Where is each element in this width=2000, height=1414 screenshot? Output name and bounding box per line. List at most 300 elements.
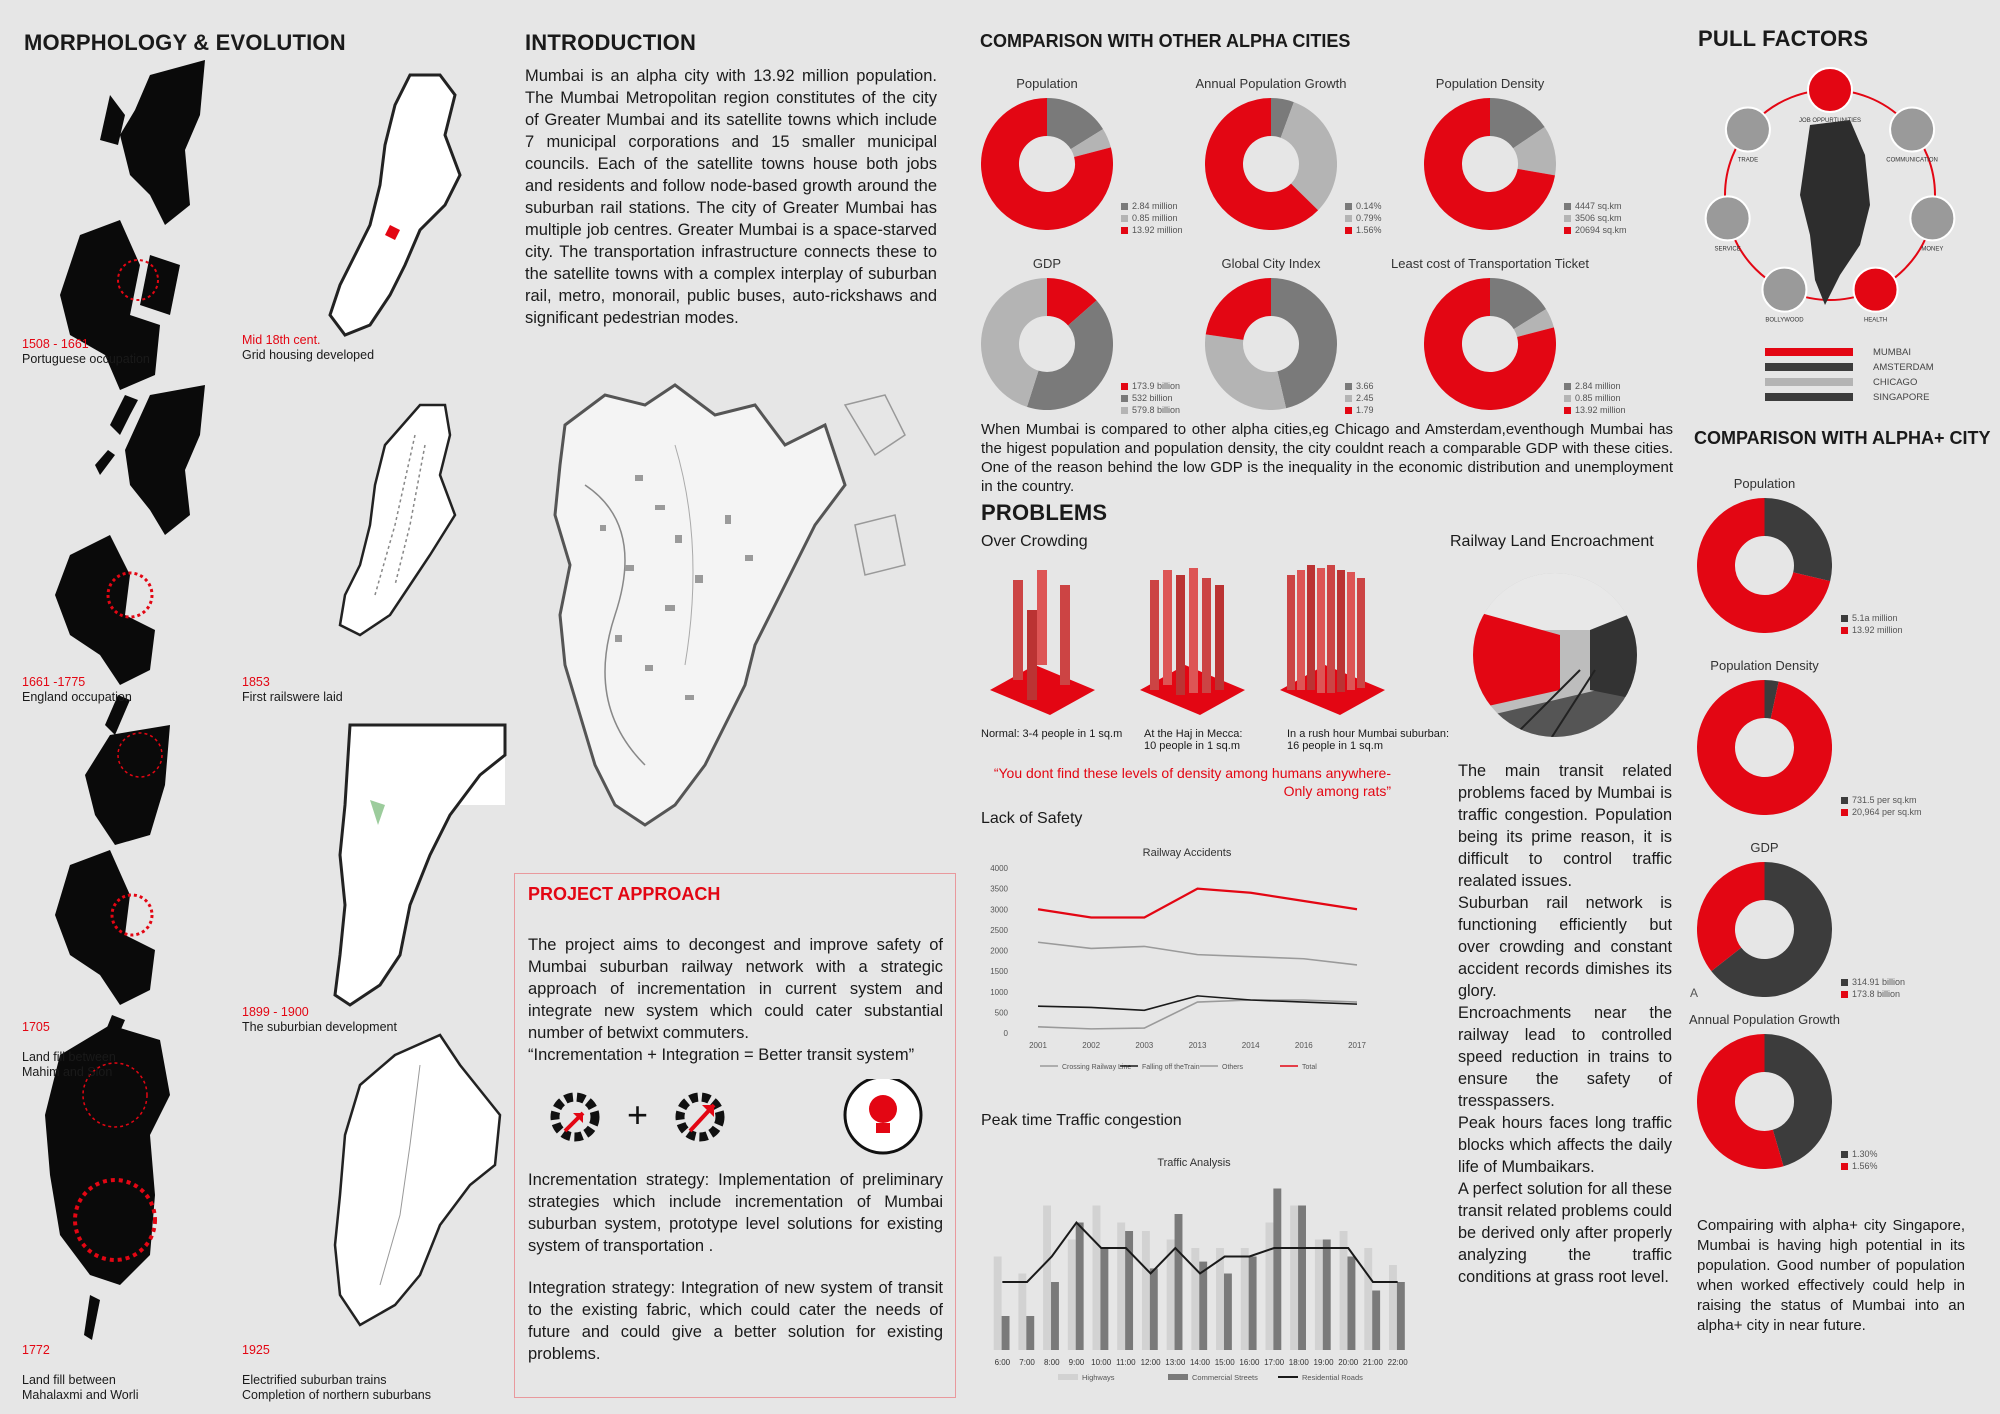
legend-swatch xyxy=(1121,395,1128,402)
bar xyxy=(1315,1240,1323,1351)
donut-title: Global City Index xyxy=(1221,256,1321,271)
pull-legend-item xyxy=(1765,345,1934,360)
pull-legend-bar xyxy=(1765,378,1853,386)
factor-icon xyxy=(1890,108,1934,152)
legend-item xyxy=(1121,200,1183,212)
alpha-plus-text: Compairing with alpha+ city Singapore, Mumbai is having high potential in its population. Good number of population when worked effectively could help in raising the status of Mumbai into an alpha+ city in near future. xyxy=(1697,1217,1965,1334)
legend-label: 2.84 million xyxy=(1132,201,1178,211)
legend-label: 579.8 billion xyxy=(1132,405,1181,415)
donut-slice xyxy=(1225,297,1271,337)
legend-item xyxy=(1345,212,1382,224)
introduction-text: Mumbai is an alpha city with 13.92 million population. The Mumbai Metropolitan region constitutes of the city of Greater Mumbai and its satellite towns which include 7 municipal corporations and 15 smaller municipal councils. Each of the satellite towns house both jobs and residents and follow node-based growth around the suburban rail stations. The city of Greater Mumbai has multiple job centres. Greater Mumbai is a space-starved city. The transportation infrastructure connects these to the satellite towns with a complex interplay of suburban rail, metro, monorail, public buses, auto-rickshaws and significant pedestrian modes. xyxy=(525,67,937,327)
approach-quote: “Incrementation + Integration = Better transit system” xyxy=(528,1046,915,1064)
pull-factors-diagram xyxy=(1700,65,1960,325)
chart-title: Railway Accidents xyxy=(1142,847,1232,859)
pull-legend-item xyxy=(1765,360,1934,375)
morph-caption-1 xyxy=(22,337,150,367)
legend-item xyxy=(1345,404,1374,416)
legend-label: 4447 sq.km xyxy=(1575,201,1622,211)
legend-label: Highways xyxy=(1082,1373,1115,1382)
legend-item xyxy=(1841,1148,1878,1160)
bar xyxy=(1068,1240,1076,1351)
legend-swatch xyxy=(1345,407,1352,414)
bar xyxy=(1224,1274,1232,1351)
x-tick-label: 2003 xyxy=(1135,1041,1154,1050)
legend-label: 20694 sq.km xyxy=(1575,225,1627,235)
factor-icon xyxy=(1762,268,1806,312)
pull-legend-label: CHICAGO xyxy=(1873,377,1918,388)
bar xyxy=(1397,1282,1405,1350)
map-1853 xyxy=(340,405,455,635)
legend-item xyxy=(1841,806,1922,818)
bar xyxy=(1347,1257,1355,1351)
bar xyxy=(1018,1274,1026,1351)
factor-icon xyxy=(1910,196,1954,240)
section-title-introduction: INTRODUCTION xyxy=(525,30,697,55)
y-tick-label: 2000 xyxy=(990,946,1008,956)
pull-factor-node xyxy=(1910,196,1954,252)
plus-sign: + xyxy=(627,1094,649,1135)
mumbai-land-map xyxy=(525,365,925,835)
donut-chart xyxy=(981,98,1113,230)
legend-label: 5.1a million xyxy=(1852,613,1898,623)
legend-label: 2.84 million xyxy=(1575,381,1621,391)
x-tick-label: 6:00 xyxy=(994,1358,1011,1367)
donut-slice xyxy=(1047,117,1087,139)
map-1899 xyxy=(335,725,505,1005)
legend-item xyxy=(1345,200,1382,212)
legend-swatch xyxy=(1564,203,1571,210)
donut-title: Annual Population Growth xyxy=(1195,76,1347,91)
approach-icons xyxy=(545,1079,945,1159)
factor-label: BOLLYWOOD xyxy=(1765,317,1804,324)
legend-label: 3506 sq.km xyxy=(1575,213,1622,223)
morph-label: Land fill between Mahalaxmi and Worli xyxy=(22,1373,139,1402)
bar xyxy=(1372,1291,1380,1351)
series-line xyxy=(1038,1000,1357,1029)
legend-label: 0.85 million xyxy=(1575,393,1621,403)
crowd-haj xyxy=(1140,568,1245,715)
donut-title: Annual Population Growth xyxy=(1688,1012,1841,1027)
legend-item xyxy=(1841,624,1903,636)
legend-label: Residential Roads xyxy=(1302,1373,1363,1382)
pull-factor-node xyxy=(1854,268,1898,324)
gear-icon xyxy=(680,1097,720,1137)
donut-slice xyxy=(1047,297,1082,313)
legend-label: 1.30% xyxy=(1852,1149,1878,1159)
crowd-caption-normal: Normal: 3-4 people in 1 sq.m xyxy=(981,728,1123,740)
morph-label: Grid housing developed xyxy=(242,348,375,362)
legend-item xyxy=(1564,200,1627,212)
donut-legend xyxy=(1564,200,1627,236)
legend-swatch xyxy=(1564,227,1571,234)
pull-legend-bar xyxy=(1765,363,1853,371)
gear-icon xyxy=(555,1097,595,1137)
donut-chart xyxy=(1697,680,1832,815)
crowd-caption-mumbai: In a rush hour Mumbai suburban: 16 people in 1 sq.m xyxy=(1287,728,1450,752)
x-tick-label: 20:00 xyxy=(1338,1358,1359,1367)
donut-chart xyxy=(1424,98,1556,230)
pull-legend-label: AMSTERDAM xyxy=(1873,362,1934,373)
donut-slice xyxy=(1716,699,1813,796)
legend-label: 314.91 billion xyxy=(1852,977,1906,987)
factor-label: TRADE xyxy=(1737,157,1759,164)
crowd-normal xyxy=(990,570,1095,715)
donut-title: Population xyxy=(1733,476,1796,491)
legend-swatch xyxy=(1121,203,1128,210)
legend-item xyxy=(1121,404,1180,416)
legend-item xyxy=(1564,392,1626,404)
overcrowding-label: Over Crowding xyxy=(981,533,1088,550)
x-tick-label: 13:00 xyxy=(1165,1358,1186,1367)
legend-swatch xyxy=(1564,383,1571,390)
legend-swatch xyxy=(1345,383,1352,390)
legend-label: 0.79% xyxy=(1356,213,1382,223)
traffic-analysis-chart xyxy=(978,1150,1418,1390)
bar xyxy=(1142,1231,1150,1350)
problems-text: The main transit related problems faced by Mumbai is traffic congestion. Population being its prime reason, it is difficult to control traffic realated issues. Suburban rail network is functioning efficiently but over crowding and constant accident records dimishes its glory. Encroachments near the railway lead to controlled speed reduction in trains to ensure the safety of tresspassers. Peak hours faces long traffic blocks which affects the daily life of Mumbaikars. A perfect solution for all these transit related problems could be derived only after properly analyzing the traffic conditions at grass root level. xyxy=(1458,762,1672,1286)
donut-slice xyxy=(1224,337,1282,391)
bar xyxy=(1043,1206,1051,1351)
legend-label: 0.85 million xyxy=(1132,213,1178,223)
donut-chart xyxy=(1424,278,1556,410)
legend-item xyxy=(1841,976,1905,988)
legend-label: 1.56% xyxy=(1356,225,1382,235)
legend-item xyxy=(1841,1160,1878,1172)
y-tick-label: 0 xyxy=(1003,1029,1008,1038)
morph-caption-5 xyxy=(22,1005,116,1080)
map-mid18th xyxy=(330,75,460,335)
donut-legend xyxy=(1121,380,1180,416)
y-tick-label: 2500 xyxy=(990,925,1008,935)
legend-label: Total xyxy=(1302,1064,1317,1071)
x-tick-label: 8:00 xyxy=(1043,1358,1060,1367)
morph-year: 1661 -1775 xyxy=(22,675,86,689)
legend-item xyxy=(1841,794,1922,806)
bar xyxy=(1175,1214,1183,1350)
bar xyxy=(1093,1206,1101,1351)
x-tick-label: 22:00 xyxy=(1387,1358,1408,1367)
donut-title: GDP xyxy=(1032,256,1062,271)
series-line xyxy=(1002,1223,1397,1283)
factor-label: MONEY xyxy=(1921,246,1944,253)
x-tick-label: 10:00 xyxy=(1091,1358,1112,1367)
x-tick-label: 7:00 xyxy=(1019,1358,1035,1367)
lightbulb-icon xyxy=(845,1079,921,1153)
bar xyxy=(1323,1240,1331,1351)
pull-factor-node xyxy=(1706,196,1750,252)
legend-swatch xyxy=(1345,395,1352,402)
legend-item xyxy=(1121,380,1180,392)
series-line xyxy=(1038,889,1357,918)
x-tick-label: 19:00 xyxy=(1313,1358,1334,1367)
x-tick-label: 11:00 xyxy=(1116,1358,1136,1367)
legend-swatch xyxy=(1564,395,1571,402)
legend-label: Falling off theTrain xyxy=(1142,1064,1200,1071)
pull-legend-label: MUMBAI xyxy=(1873,347,1911,358)
x-tick-label: 14:00 xyxy=(1189,1358,1211,1367)
pull-factor-node xyxy=(1762,268,1806,324)
pull-factor-node xyxy=(1886,108,1938,164)
bar xyxy=(1191,1248,1199,1350)
y-tick-label: 1500 xyxy=(990,967,1008,977)
donut-legend xyxy=(1841,612,1903,636)
donut-legend xyxy=(1345,380,1374,416)
legend-swatch xyxy=(1841,991,1848,998)
bar xyxy=(1249,1257,1257,1351)
rats-quote: “You dont find these levels of density among humans anywhere- Only among rats” xyxy=(993,765,1391,799)
legend-label: 0.14% xyxy=(1356,201,1382,211)
legend-item xyxy=(1564,380,1626,392)
morph-label: Electrified suburban trains Completion of northern suburbans xyxy=(242,1373,432,1402)
morph-year: 1705 xyxy=(22,1020,50,1034)
morph-label: The suburbian development xyxy=(242,1020,397,1034)
legend-swatch xyxy=(1841,809,1848,816)
factor-icon xyxy=(1726,108,1770,152)
morph-caption-7 xyxy=(22,1328,138,1403)
donut-slice xyxy=(1530,319,1536,332)
pull-legend-item xyxy=(1765,375,1934,390)
morph-caption-4 xyxy=(242,675,343,705)
y-tick-label: 500 xyxy=(994,1008,1008,1018)
legend-swatch xyxy=(1841,1163,1848,1170)
x-tick-label: 2001 xyxy=(1029,1041,1047,1050)
legend-swatch xyxy=(1841,797,1848,804)
x-tick-label: 9:00 xyxy=(1068,1358,1085,1367)
bar xyxy=(1216,1248,1224,1350)
legend-item xyxy=(1345,380,1374,392)
legend-item xyxy=(1564,224,1627,236)
donut-chart xyxy=(1205,98,1337,230)
bar xyxy=(1199,1262,1207,1350)
morph-caption-6 xyxy=(242,1005,397,1035)
x-tick-label: 2014 xyxy=(1241,1041,1260,1050)
bar xyxy=(1100,1248,1108,1350)
factor-icon xyxy=(1808,68,1852,112)
donut-slice xyxy=(1490,297,1530,319)
legend-swatch xyxy=(1841,627,1848,634)
pull-legend xyxy=(1765,345,1934,405)
legend-label: 13.92 million xyxy=(1575,405,1626,415)
legend-swatch xyxy=(1345,227,1352,234)
donut-slice xyxy=(1765,517,1814,577)
donut-chart xyxy=(1697,1034,1832,1169)
legend-label: 1.56% xyxy=(1852,1161,1878,1171)
donut-title: Population xyxy=(1016,76,1078,91)
legend-swatch xyxy=(1121,215,1128,222)
legend-item xyxy=(1841,612,1903,624)
factor-icon xyxy=(1706,196,1750,240)
y-tick-label: 3500 xyxy=(990,884,1008,894)
legend-item xyxy=(1121,224,1183,236)
legend-label: 13.92 million xyxy=(1132,225,1183,235)
morphology-maps xyxy=(0,55,510,1385)
legend-label: 13.92 million xyxy=(1852,625,1903,635)
approach-text-2: Incrementation strategy: Implementation of preliminary strategies which include incrementation of Mumbai suburban system, prototype level solutions for existing system of transportation . xyxy=(528,1171,943,1255)
donut-chart xyxy=(1205,278,1337,410)
legend-item xyxy=(1564,404,1626,416)
donut-legend xyxy=(1841,1148,1878,1172)
morph-year: Mid 18th cent. xyxy=(242,333,321,347)
bar xyxy=(1026,1316,1034,1350)
bar xyxy=(1265,1223,1273,1351)
donut-slice xyxy=(1271,117,1287,120)
legend-label: 3.66 xyxy=(1356,381,1374,391)
legend-label: 532 billion xyxy=(1132,393,1173,403)
donut-chart xyxy=(981,278,1113,410)
legend-swatch xyxy=(1121,227,1128,234)
section-title-problems: PROBLEMS xyxy=(981,500,1108,525)
map-1925 xyxy=(335,1035,500,1325)
donut-slice xyxy=(1529,138,1537,172)
bar xyxy=(1364,1248,1372,1350)
legend-swatch xyxy=(1841,979,1848,986)
donut-slice xyxy=(1490,117,1529,138)
donut-title: GDP xyxy=(1750,840,1779,855)
morph-year: 1772 xyxy=(22,1343,50,1357)
legend-item xyxy=(1564,212,1627,224)
bar xyxy=(994,1257,1002,1351)
x-tick-label: 15:00 xyxy=(1214,1358,1235,1367)
legend-swatch xyxy=(1345,215,1352,222)
y-tick-label: 3000 xyxy=(990,905,1008,915)
bar xyxy=(1389,1265,1397,1350)
traffic-label: Peak time Traffic congestion xyxy=(981,1112,1182,1129)
legend-swatch xyxy=(1564,407,1571,414)
morph-year: 1899 - 1900 xyxy=(242,1005,309,1019)
x-tick-label: 2017 xyxy=(1348,1041,1366,1050)
donut-title: Least cost of Transportation Ticket xyxy=(1391,256,1589,271)
legend-item xyxy=(1345,224,1382,236)
pull-legend-item xyxy=(1765,390,1934,405)
legend-swatch xyxy=(1564,215,1571,222)
approach-text-3: Integration strategy: Integration of new system of transit to the existing fabric, which could cater the needs of future and could give a better solution for existing problems. xyxy=(528,1279,943,1363)
donut-legend xyxy=(1345,200,1382,236)
morph-year: 1853 xyxy=(242,675,270,689)
y-tick-label: 4000 xyxy=(990,864,1008,873)
section-title-alpha-plus: COMPARISON WITH ALPHA+ CITY xyxy=(1694,428,1991,448)
morph-label: Land fill between Mahim and Sion xyxy=(22,1050,116,1079)
legend-swatch xyxy=(1058,1374,1078,1380)
y-tick-label: 1000 xyxy=(990,987,1008,997)
series-line xyxy=(1038,996,1357,1010)
section-title-morphology: MORPHOLOGY & EVOLUTION xyxy=(24,30,346,55)
donut-legend xyxy=(1841,976,1905,1000)
safety-label: Lack of Safety xyxy=(981,810,1083,827)
legend-swatch xyxy=(1841,1151,1848,1158)
legend-swatch xyxy=(1345,203,1352,210)
pull-factor-node xyxy=(1799,68,1861,124)
legend-label: 731.5 per sq.km xyxy=(1852,795,1917,805)
x-tick-label: 2002 xyxy=(1082,1041,1101,1050)
section-title-pull-factors: PULL FACTORS xyxy=(1698,26,1869,51)
legend-label: 173.8 billion xyxy=(1852,989,1901,999)
legend-swatch xyxy=(1841,615,1848,622)
bar xyxy=(1051,1282,1059,1350)
bar xyxy=(1273,1189,1281,1351)
legend-item xyxy=(1121,392,1180,404)
factor-label: COMMUNICATION xyxy=(1886,157,1938,164)
donut-slice xyxy=(1765,699,1775,700)
crowd-illustrations xyxy=(975,560,1435,730)
donut-legend xyxy=(1564,380,1626,416)
series-line xyxy=(1038,942,1357,965)
factor-icon xyxy=(1854,268,1898,312)
legend-item xyxy=(1121,212,1183,224)
crowd-mumbai xyxy=(1280,565,1385,715)
x-tick-label: 2016 xyxy=(1294,1041,1313,1050)
legend-swatch xyxy=(1121,407,1128,414)
legend-label: Crossing Railway Line xyxy=(1062,1064,1132,1071)
crowd-caption-haj: At the Haj in Mecca: 10 people in 1 sq.m xyxy=(1144,728,1243,752)
donut-title: Population Density xyxy=(1710,658,1819,673)
morph-year: 1508 - 1661 xyxy=(22,337,89,351)
factor-label: JOB OPPURTUNITIES xyxy=(1799,118,1861,124)
bar xyxy=(1298,1206,1306,1351)
section-title-comparison: COMPARISON WITH OTHER ALPHA CITIES xyxy=(980,31,1351,51)
x-tick-label: 12:00 xyxy=(1140,1358,1161,1367)
x-tick-label: 17:00 xyxy=(1264,1358,1285,1367)
donut-title: Population Density xyxy=(1435,76,1545,91)
donut-chart xyxy=(1697,862,1832,997)
donut-legend xyxy=(1841,794,1922,818)
pull-legend-label: SINGAPORE xyxy=(1873,392,1930,403)
donut-legend xyxy=(1121,200,1183,236)
legend-label: Commercial Streets xyxy=(1192,1373,1258,1382)
morph-year: 1925 xyxy=(242,1343,270,1357)
bar xyxy=(1002,1316,1010,1350)
legend-label: 1.79 xyxy=(1356,405,1374,415)
factor-label: SERVICE xyxy=(1714,246,1741,253)
bar xyxy=(1241,1248,1249,1350)
legend-label: 2.45 xyxy=(1356,393,1374,403)
x-tick-label: 2013 xyxy=(1188,1041,1207,1050)
factor-label: HEALTH xyxy=(1863,317,1888,324)
morph-caption-8 xyxy=(242,1328,431,1403)
legend-label: Others xyxy=(1222,1064,1244,1071)
railway-accidents-chart xyxy=(980,838,1400,1078)
project-approach-box xyxy=(514,873,956,1398)
legend-label: 173.9 billion xyxy=(1132,381,1181,391)
approach-text-1: The project aims to decongest and improve safety of Mumbai suburban railway network with a strategic approach of incrementation in current system and integrate new system which could cater substantial number of betwixt commuters. xyxy=(528,936,943,1042)
morph-caption-3 xyxy=(22,675,132,705)
chart-title: Traffic Analysis xyxy=(1157,1157,1231,1169)
approach-title: PROJECT APPROACH xyxy=(528,884,721,904)
bar xyxy=(1076,1223,1084,1351)
bar xyxy=(1150,1268,1158,1350)
legend-swatch xyxy=(1168,1374,1188,1380)
morph-caption-2 xyxy=(242,333,374,363)
pull-legend-bar xyxy=(1765,348,1853,356)
x-tick-label: 16:00 xyxy=(1239,1358,1260,1367)
legend-swatch xyxy=(1121,383,1128,390)
donut-slice xyxy=(1033,313,1094,391)
donut-slice xyxy=(1087,139,1093,152)
stray-letter: A xyxy=(1690,986,1699,1000)
legend-label: 20,964 per sq.km xyxy=(1852,807,1922,817)
bar xyxy=(1290,1206,1298,1351)
morph-label: England occupation xyxy=(22,690,132,704)
legend-item xyxy=(1841,988,1905,1000)
morph-label: First railswere laid xyxy=(242,690,343,704)
pull-legend-bar xyxy=(1765,393,1853,401)
bar xyxy=(1117,1223,1125,1351)
donut-chart xyxy=(1697,498,1832,633)
railway-land-label: Railway Land Encroachment xyxy=(1450,533,1654,550)
legend-item xyxy=(1345,392,1374,404)
morph-label: Portuguese occupation xyxy=(22,352,150,366)
x-tick-label: 18:00 xyxy=(1288,1358,1309,1367)
